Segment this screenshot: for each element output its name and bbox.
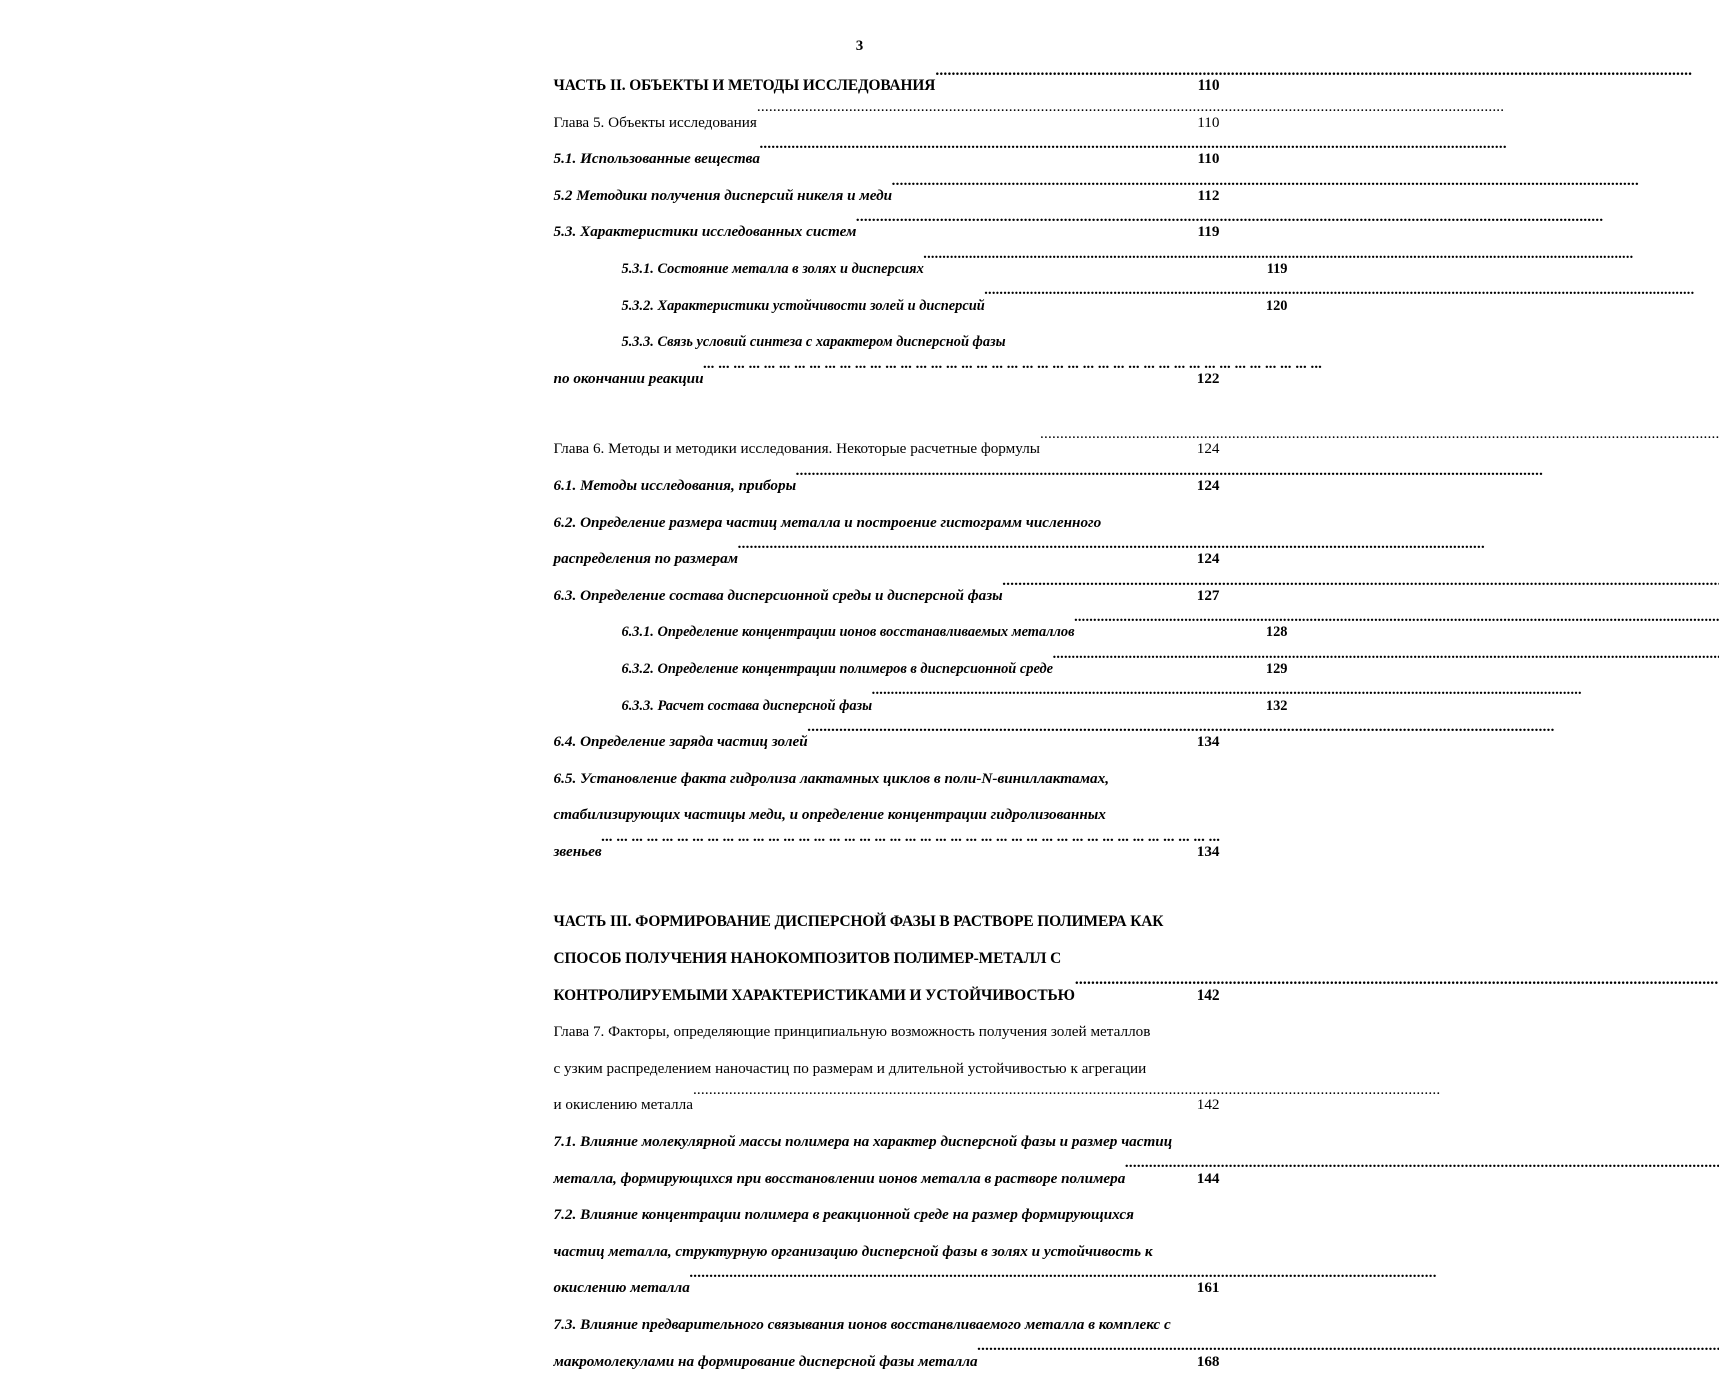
toc-entry-label: СПОСОБ ПОЛУЧЕНИЯ НАНОКОМПОЗИТОВ ПОЛИМЕР-МЕТАЛЛ С: [553, 950, 1062, 968]
toc-entry-label: Глава 7. Факторы, определяющие принципиальную возможность получения золей металлов: [553, 1023, 1151, 1041]
toc-entry-label: 6.3. Определение состава дисперсионной среды и дисперсной фазы: [553, 586, 1003, 604]
toc-entry-page-number: 142: [1196, 1096, 1220, 1114]
toc-entry-page-number: 142: [1196, 986, 1220, 1004]
toc-dot-leader: [738, 548, 1197, 563]
toc-entry-label: 7.2. Влияние концентрации полимера в реакционной среде на размер формирующихся: [553, 1206, 1134, 1224]
toc-entry-page-number: 128: [1265, 624, 1288, 641]
toc-entry-label: 6.3.1. Определение концентрации ионов восстанавливаемых металлов: [621, 624, 1075, 641]
toc-entry-label: 6.5. Установление факта гидролиза лактамных циклов в поли-N-виниллактамах,: [553, 769, 1110, 787]
toc-entry-label: КОНТРОЛИРУЕМЫМИ ХАРАКТЕРИСТИКАМИ И УСТОЙЧИВОСТЬЮ: [553, 986, 1075, 1004]
toc-entry-page-number: 119: [1197, 223, 1220, 241]
toc-entry[interactable]: [554, 834, 1220, 871]
toc-entry[interactable]: [554, 1087, 1220, 1124]
toc-dot-leader: [1053, 659, 1266, 673]
toc-entry[interactable]: [554, 761, 1220, 798]
toc-entry[interactable]: [554, 1124, 1220, 1161]
toc-entry-label: Глава 5. Объекты исследования: [553, 113, 757, 131]
toc-entry-label: 6.3.2. Определение концентрации полимеров в дисперсионной среде: [621, 660, 1054, 677]
toc-entry-label: с узким распределением наночастиц по размерам и длительной устойчивостью к агрегации: [553, 1059, 1147, 1077]
toc-entry-label: ЧАСТЬ III. ФОРМИРОВАНИЕ ДИСПЕРСНОЙ ФАЗЫ В РАСТВОРЕ ПОЛИМЕРА КАК: [553, 913, 1164, 931]
toc-entry-label: 5.3.1. Состояние металла в золях и дисперсиях: [621, 260, 924, 277]
toc-entry-page-number: 144: [1196, 1169, 1220, 1187]
toc-entry-label: по окончании реакции: [553, 369, 704, 387]
toc-dot-leader: [872, 695, 1266, 709]
toc-entry[interactable]: [554, 361, 1220, 398]
toc-entry-page-number: 124: [1196, 476, 1220, 494]
toc-entry[interactable]: [554, 904, 1220, 941]
toc-entry-page-number: 110: [1197, 113, 1220, 131]
toc-entry-label: 6.4. Определение заряда частиц золей: [553, 733, 808, 751]
toc-entry-label: звеньев: [553, 842, 602, 860]
toc-entry-page-number: 110: [1197, 77, 1220, 94]
toc-entry-page-number: 161: [1196, 1279, 1220, 1297]
toc-entry-page-number: 134: [1196, 733, 1220, 751]
toc-dot-leader: [796, 475, 1197, 490]
toc-dot-leader: [690, 1277, 1197, 1292]
toc-entry[interactable]: [554, 288, 1288, 325]
toc-entry-label: 6.3.3. Расчет состава дисперсной фазы: [621, 697, 873, 714]
toc-entry-label: 5.3. Характеристики исследованных систем: [553, 223, 857, 241]
toc-entry-page-number: 124: [1196, 550, 1220, 568]
toc-dot-leader: [856, 221, 1197, 236]
toc-dot-leader: [1003, 585, 1197, 600]
toc-entry-page-number: 127: [1196, 586, 1220, 604]
toc-entry-page-number: 129: [1265, 660, 1288, 677]
toc-entry[interactable]: [554, 468, 1220, 505]
toc-dot-leader: [808, 731, 1197, 746]
toc-dot-leader: [757, 111, 1197, 126]
toc-entry-page-number: 134: [1196, 842, 1220, 860]
toc-entry-label: ЧАСТЬ II. ОБЪЕКТЫ И МЕТОДЫ ИССЛЕДОВАНИЯ: [553, 77, 936, 94]
toc-dot-leader: [704, 368, 1197, 383]
toc-entry-page-number: 168: [1196, 1352, 1220, 1370]
document-page: [462, 0, 1288, 1370]
toc-entry-label: 5.3.2. Характеристики устойчивости золей и дисперсий: [621, 297, 985, 314]
toc-entry-label: и окислению металла: [553, 1096, 693, 1114]
toc-entry-label: окислению металла: [553, 1279, 690, 1297]
toc-entry[interactable]: [554, 1014, 1220, 1051]
toc-entry-label: стабилизирующих частицы меди, и определение концентрации гидролизованных: [553, 806, 1106, 824]
toc-entry[interactable]: [554, 1344, 1220, 1380]
toc-dot-leader: [935, 75, 1197, 90]
toc-entry-label: 6.2. Определение размера частиц металла и построение гистограмм численного: [553, 513, 1102, 531]
toc-entry[interactable]: [554, 724, 1220, 761]
toc-entry[interactable]: [554, 978, 1220, 1015]
toc-dot-leader: [1075, 984, 1197, 999]
toc-entry-page-number: 122: [1196, 369, 1220, 387]
toc-entry[interactable]: [554, 1197, 1220, 1234]
toc-entry-label: 5.1. Использованные вещества: [553, 150, 760, 168]
toc-dot-leader: [1075, 622, 1266, 636]
toc-entry-label: частиц металла, структурную организацию дисперсной фазы в золях и устойчивость к: [553, 1242, 1153, 1260]
page-number: 3: [855, 38, 864, 54]
toc-entry-page-number: 119: [1266, 260, 1288, 277]
toc-entry[interactable]: [554, 1270, 1220, 1307]
toc-entry-label: 5.3.3. Связь условий синтеза с характером дисперсной фазы: [621, 334, 1006, 351]
toc-entry-label: 6.1. Методы исследования, приборы: [553, 476, 797, 494]
toc-entry-page-number: 120: [1265, 297, 1288, 314]
toc-dot-leader: [693, 1094, 1197, 1109]
toc-dot-leader: [602, 841, 1197, 856]
toc-entry-label: 5.2 Методики получения дисперсий никеля и меди: [553, 186, 893, 204]
toc-dot-leader: [1125, 1167, 1196, 1182]
toc-entry-page-number: 132: [1265, 697, 1288, 714]
toc-entry-label: Глава 6. Методы и методики исследования. Некоторые расчетные формулы: [553, 440, 1040, 458]
toc-dot-leader: [978, 1350, 1197, 1365]
toc-dot-leader: [892, 185, 1197, 200]
table-of-contents: [553, 68, 1288, 1380]
toc-entry-page-number: 112: [1197, 186, 1220, 204]
toc-entry-page-number: 110: [1197, 150, 1220, 168]
toc-dot-leader: [985, 295, 1266, 309]
toc-entry-label: металла, формирующихся при восстановлении ионов металла в растворе полимера: [553, 1169, 1126, 1187]
toc-entry-label: 7.3. Влияние предварительного связывания ионов восстанвливаемого металла в комплекс с: [553, 1316, 1171, 1333]
toc-entry[interactable]: [554, 1161, 1220, 1198]
toc-dot-leader: [924, 259, 1267, 273]
toc-dot-leader: [760, 148, 1198, 163]
toc-entry-label: макромолекулами на формирование дисперсной фазы металла: [553, 1352, 978, 1370]
toc-entry-label: 7.1. Влияние молекулярной массы полимера на характер дисперсной фазы и размер частиц: [553, 1133, 1173, 1151]
toc-entry-label: распределения по размерам: [553, 550, 739, 568]
toc-entry-page-number: 124: [1196, 440, 1220, 458]
toc-dot-leader: [1040, 438, 1197, 453]
toc-spacer: [554, 870, 1220, 904]
